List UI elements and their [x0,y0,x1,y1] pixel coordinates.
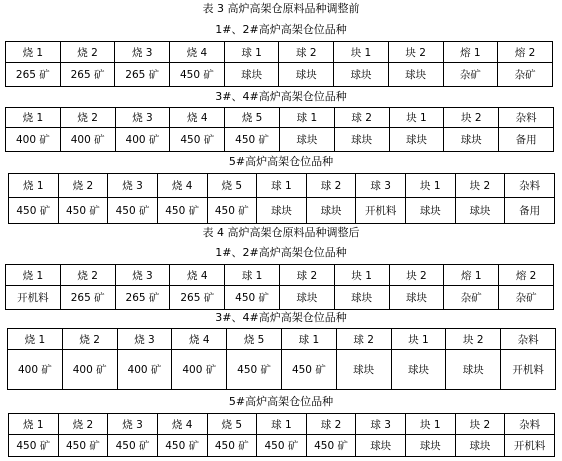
table-cell: 265 矿 [60,63,115,87]
table-cell: 400 矿 [8,350,63,390]
header-cell: 烧 3 [108,174,158,198]
subtitle-before-blast-furnace-3-4: 3#、4#高炉高架仓位品种 [215,90,347,103]
header-cell: 烧 3 [108,414,158,435]
table-cell: 400 矿 [6,128,61,152]
subtitle-before-blast-furnace-5: 5#高炉高架仓位品种 [228,155,334,168]
bin-table-before-3-4 [5,107,554,152]
table-cell: 开机料 [505,435,555,457]
table-cell: 开机料 [6,286,61,310]
header-cell: 烧 3 [115,265,170,286]
table-cell: 球块 [406,198,456,224]
bin-table-after-3-4 [7,328,556,390]
table-header-row [6,265,554,286]
table-cell: 450 矿 [9,198,59,224]
table-row [8,350,556,390]
caption-before: 表 3 高炉高架仓原料品种调整前 [202,2,360,15]
header-cell: 烧 3 [115,42,170,63]
table-cell: 450 矿 [225,128,280,152]
table-cell: 450 矿 [170,63,225,87]
bin-table-after-5 [8,413,555,457]
table-cell: 球块 [279,63,334,87]
header-cell: 块 2 [389,265,444,286]
table-cell: 杂矿 [499,286,554,310]
header-cell: 球 1 [281,329,336,350]
header-cell: 球 2 [306,414,356,435]
table-cell: 球块 [356,435,406,457]
header-cell: 球 2 [336,329,391,350]
table-header-row [9,414,555,435]
table-cell: 备用 [499,128,554,152]
header-cell: 块 2 [388,42,443,63]
table-cell: 球块 [455,198,505,224]
header-cell: 块 2 [446,329,501,350]
table-cell: 450 矿 [227,350,282,390]
header-cell: 烧 2 [58,414,108,435]
subtitle-after-blast-furnace-5: 5#高炉高架仓位品种 [228,395,334,408]
table-cell: 球块 [388,63,443,87]
header-cell: 杂料 [501,329,556,350]
header-cell: 块 1 [406,414,456,435]
table-cell: 450 矿 [157,198,207,224]
header-cell: 烧 5 [207,414,257,435]
table-cell: 400 矿 [115,128,170,152]
header-cell: 球 3 [356,414,406,435]
table-cell: 杂矿 [444,286,499,310]
table-cell: 球块 [446,350,501,390]
table-cell: 450 矿 [207,198,257,224]
header-cell: 烧 4 [157,174,207,198]
header-cell: 球 2 [279,42,334,63]
table-cell: 450 矿 [170,128,225,152]
header-cell: 杂料 [505,414,555,435]
table-cell: 球块 [257,198,307,224]
header-cell: 烧 1 [9,174,59,198]
table-cell: 球块 [334,63,389,87]
table-cell: 备用 [505,198,555,224]
header-cell: 烧 2 [58,174,108,198]
header-cell: 块 2 [444,108,499,128]
table-cell: 球块 [334,286,389,310]
header-cell: 块 2 [455,414,505,435]
header-cell: 球 1 [224,42,279,63]
header-cell: 块 2 [455,174,505,198]
header-cell: 球 2 [306,174,356,198]
header-cell: 熔 1 [443,42,498,63]
table-cell: 开机料 [501,350,556,390]
header-cell: 烧 4 [170,42,225,63]
header-cell: 烧 1 [6,42,61,63]
header-cell: 球 2 [279,265,334,286]
table-header-row [6,42,553,63]
caption-after: 表 4 高炉高架仓原料品种调整后 [202,226,360,239]
table-cell: 球块 [391,350,446,390]
table-cell: 450 矿 [207,435,257,457]
table-cell: 450 矿 [306,435,356,457]
table-row [9,198,555,224]
table-cell: 球块 [389,128,444,152]
table-header-row [8,329,556,350]
table-cell: 400 矿 [60,128,115,152]
table-header-row [6,108,554,128]
table-cell: 265 矿 [60,286,115,310]
bin-table-before-5 [8,173,555,224]
header-cell: 球 1 [257,414,307,435]
header-cell: 烧 1 [8,329,63,350]
header-cell: 烧 1 [6,108,61,128]
header-cell: 球 3 [356,174,406,198]
bin-table-before-1-2 [5,41,553,87]
header-cell: 块 1 [391,329,446,350]
table-cell: 450 矿 [58,435,108,457]
table-row [6,128,554,152]
table-cell: 球块 [406,435,456,457]
table-cell: 球块 [224,63,279,87]
table-cell: 450 矿 [108,435,158,457]
table-cell: 球块 [389,286,444,310]
header-cell: 烧 4 [157,414,207,435]
header-cell: 球 1 [225,265,280,286]
table-row [6,63,553,87]
table-cell: 450 矿 [281,350,336,390]
header-cell: 烧 4 [170,108,225,128]
header-cell: 烧 1 [6,265,61,286]
header-cell: 块 1 [334,265,389,286]
header-cell: 熔 2 [498,42,553,63]
header-cell: 烧 4 [170,265,225,286]
header-cell: 烧 1 [9,414,59,435]
table-header-row [9,174,555,198]
table-cell: 球块 [334,128,389,152]
header-cell: 熔 2 [499,265,554,286]
header-cell: 烧 4 [172,329,227,350]
header-cell: 块 1 [406,174,456,198]
table-cell: 265 矿 [170,286,225,310]
header-cell: 块 1 [389,108,444,128]
table-cell: 球块 [455,435,505,457]
subtitle-after-blast-furnace-3-4: 3#、4#高炉高架仓位品种 [215,311,347,324]
header-cell: 熔 1 [444,265,499,286]
table-cell: 杂矿 [498,63,553,87]
header-cell: 球 1 [279,108,334,128]
header-cell: 烧 5 [225,108,280,128]
table-cell: 265 矿 [6,63,61,87]
header-cell: 球 2 [334,108,389,128]
table-cell: 265 矿 [115,286,170,310]
subtitle-before-blast-furnace-1-2: 1#、2#高炉高架仓位品种 [215,23,347,36]
table-row [6,286,554,310]
header-cell: 球 1 [257,174,307,198]
table-cell: 450 矿 [108,198,158,224]
header-cell: 块 1 [334,42,389,63]
header-cell: 烧 2 [62,329,117,350]
table-cell: 开机料 [356,198,406,224]
table-cell: 400 矿 [62,350,117,390]
table-cell: 球块 [444,128,499,152]
table-cell: 400 矿 [117,350,172,390]
table-cell: 球块 [279,286,334,310]
table-cell: 450 矿 [225,286,280,310]
header-cell: 烧 5 [227,329,282,350]
header-cell: 烧 2 [60,265,115,286]
header-cell: 烧 2 [60,108,115,128]
table-cell: 450 矿 [257,435,307,457]
header-cell: 烧 2 [60,42,115,63]
table-cell: 450 矿 [9,435,59,457]
table-cell: 400 矿 [172,350,227,390]
header-cell: 烧 5 [207,174,257,198]
table-cell: 球块 [336,350,391,390]
table-cell: 杂矿 [443,63,498,87]
table-row [9,435,555,457]
subtitle-after-blast-furnace-1-2: 1#、2#高炉高架仓位品种 [215,246,347,259]
header-cell: 烧 3 [117,329,172,350]
table-cell: 265 矿 [115,63,170,87]
table-cell: 450 矿 [58,198,108,224]
table-cell: 球块 [306,198,356,224]
bin-table-after-1-2 [5,264,554,310]
header-cell: 烧 3 [115,108,170,128]
table-cell: 450 矿 [157,435,207,457]
header-cell: 杂料 [505,174,555,198]
header-cell: 杂料 [499,108,554,128]
table-cell: 球块 [279,128,334,152]
